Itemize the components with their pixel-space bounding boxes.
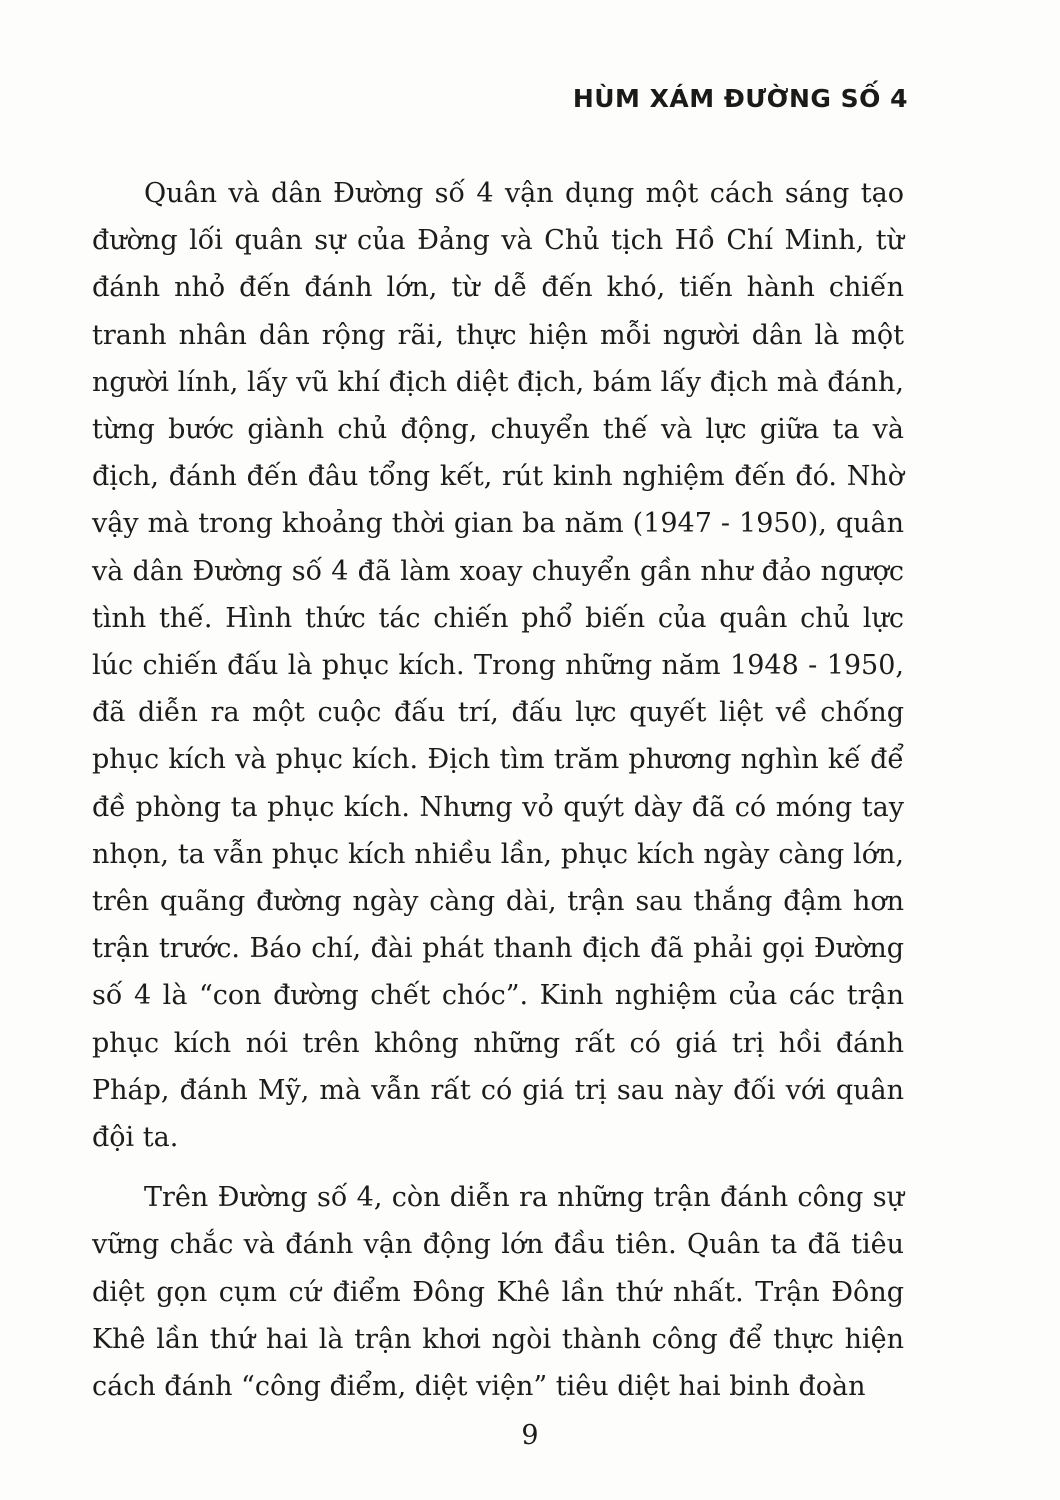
page-number: 9 bbox=[521, 1420, 539, 1451]
body-text bbox=[92, 170, 904, 1410]
running-header: HÙM XÁM ĐƯỜNG SỐ 4 bbox=[572, 84, 908, 113]
paragraph: Trên Đường số 4, còn diễn ra những trận đánh công sự vững chắc và đánh vận động lớn đầu tiên. Quân ta đã tiêu diệt gọn cụm cứ điểm Đông Khê lần thứ nhất. Trận Đông Khê lần thứ hai là trận khơi ngòi thành công để thực hiện cách đánh “công điểm, diệt viện” tiêu diệt hai binh đoàn bbox=[92, 1182, 904, 1403]
paragraph: Quân và dân Đường số 4 vận dụng một cách sáng tạo đường lối quân sự của Đảng và Chủ tịch Hồ Chí Minh, từ đánh nhỏ đến đánh lớn, từ dễ đến khó, tiến hành chiến tranh nhân dân rộng rãi, thực hiện mỗi người dân là một người lính, lấy vũ khí địch diệt địch, bám lấy địch mà đánh, từng bước giành chủ động, chuyển thế và lực giữa ta và địch, đánh đến đâu tổng kết, rút kinh nghiệm đến đó. Nhờ vậy mà trong khoảng thời gian ba năm (1947 - 1950), quân và dân Đường số 4 đã làm xoay chuyển gần như đảo ngược tình thế. Hình thức tác chiến phổ biến của quân chủ lực lúc chiến đấu là phục kích. Trong những năm 1948 - 1950, đã diễn ra một cuộc đấu trí, đấu lực quyết liệt về chống phục kích và phục kích. Địch tìm trăm phương nghìn kế để đề phòng ta phục kích. Nhưng vỏ quýt dày đã có móng tay nhọn, ta vẫn phục kích nhiều lần, phục kích ngày càng lớn, trên quãng đường ngày càng dài, trận sau thắng đậm hơn trận trước. Báo chí, đài phát thanh địch đã phải gọi Đường số 4 là “con đường chết chóc”. Kinh nghiệm của các trận phục kích nói trên không những rất có giá trị hồi đánh Pháp, đánh Mỹ, mà vẫn rất có giá trị sau này đối với quân đội ta. bbox=[92, 178, 904, 1154]
